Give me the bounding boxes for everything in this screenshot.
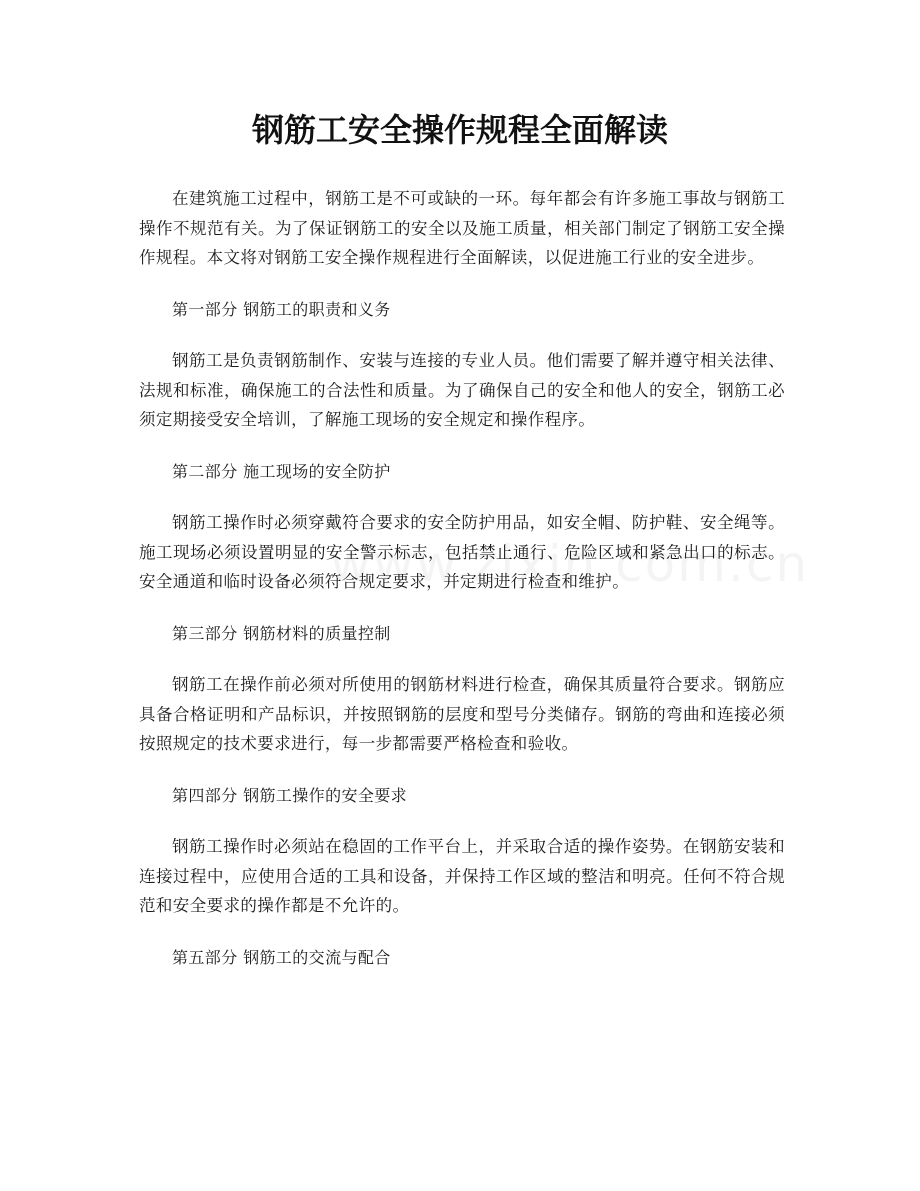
section-paragraph-4: 钢筋工操作时必须站在稳固的工作平台上，并采取合适的操作姿势。在钢筋安装和连接过程中，应使用合适的工具和设备，并保持工作区域的整洁和明亮。任何不符合规范和安全要求的操作都是不允许的。 (139, 837, 785, 915)
section-heading-3: 第三部分 钢筋材料的质量控制 (172, 623, 391, 643)
section-heading-5: 第五部分 钢筋工的交流与配合 (172, 947, 391, 967)
section-paragraph-3: 钢筋工在操作前必须对所使用的钢筋材料进行检查，确保其质量符合要求。钢筋应具备合格证明和产品标识，并按照钢筋的层度和型号分类储存。钢筋的弯曲和连接必须按照规定的技术要求进行，每一步都需要严格检查和验收。 (139, 675, 785, 753)
section-heading-4: 第四部分 钢筋工操作的安全要求 (172, 785, 408, 805)
section-heading-2: 第二部分 施工现场的安全防护 (172, 461, 391, 481)
intro-paragraph: 在建筑施工过程中，钢筋工是不可或缺的一环。每年都会有许多施工事故与钢筋工操作不规范有关。为了保证钢筋工的安全以及施工质量，相关部门制定了钢筋工安全操作规程。本文将对钢筋工安全操作规程进行全面解读，以促进施工行业的安全进步。 (139, 189, 785, 267)
document-body (139, 184, 785, 994)
section-paragraph-1: 钢筋工是负责钢筋制作、安装与连接的专业人员。他们需要了解并遵守相关法律、法规和标准，确保施工的合法性和质量。为了确保自己的安全和他人的安全，钢筋工必须定期接受安全培训，了解施工现场的安全规定和操作程序。 (139, 351, 785, 429)
section-paragraph-2: 钢筋工操作时必须穿戴符合要求的安全防护用品，如安全帽、防护鞋、安全绳等。施工现场必须设置明显的安全警示标志，包括禁止通行、危险区域和紧急出口的标志。安全通道和临时设备必须符合规定要求，并定期进行检查和维护。 (139, 513, 785, 591)
section-heading-1: 第一部分 钢筋工的职责和义务 (172, 299, 391, 319)
document-title: 钢筋工安全操作规程全面解读 (251, 111, 668, 149)
